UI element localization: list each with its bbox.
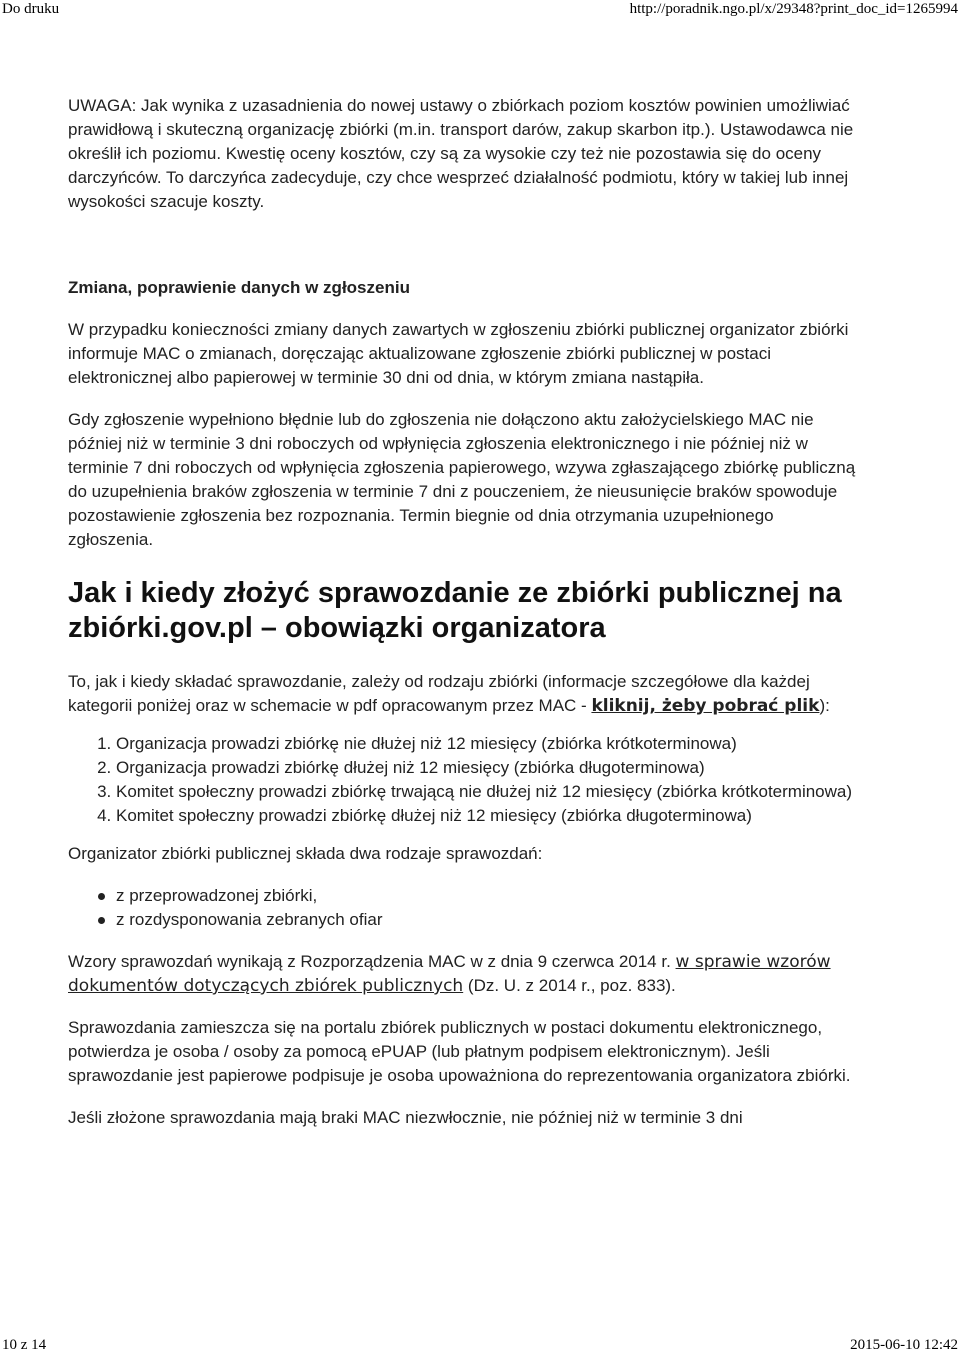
- change-paragraph-2: Gdy zgłoszenie wypełniono błędnie lub do zgłoszenia nie dołączono aktu założycielskiego MAC nie później niż w terminie 3 dni roboczych od wpłynięcia zgłoszenia elektronicznego i nie później niż w terminie 7 dni roboczych od wpłynięcia zgłoszenia papierowego, wzywa zgłaszającego zbiórkę publiczną do uzupełnienia braków zgłoszenia w terminie 7 dni z pouczeniem, że nieusunięcie braków spowoduje pozostawienie zgłoszenia bez rozpoznania. Termin biegnie od dnia otrzymania uzupełnionego zgłoszenia.: [68, 410, 856, 549]
- report-types-list: [68, 884, 858, 932]
- list-item: 2. Organizacja prowadzi zbiórkę dłużej niż 12 miesięcy (zbiórka długoterminowa): [116, 756, 858, 780]
- report-intro-text: To, jak i kiedy składać sprawozdanie, zależy od rodzaju zbiórki (informacje szczegółowe dla każdej kategorii poniżej oraz w schemacie w pdf opracowanym przez MAC -: [68, 672, 810, 715]
- section-heading-report: Jak i kiedy złożyć sprawozdanie ze zbiórki publicznej na zbiórki.gov.pl – obowiązki organizatora: [68, 577, 842, 644]
- list-item: 3. Komitet społeczny prowadzi zbiórkę trwającą nie dłużej niż 12 miesięcy (zbiórka krótkoterminowa): [116, 780, 858, 804]
- report-intro-paragraph: [68, 670, 858, 718]
- print-header: [0, 0, 960, 18]
- report-types-paragraph: Organizator zbiórki publicznej składa dwa rodzaje sprawozdań:: [68, 844, 543, 863]
- section-heading-change: Zmiana, poprawienie danych w zgłoszeniu: [68, 278, 410, 297]
- article-content: [68, 94, 858, 1130]
- page-counter: 10 z 14: [2, 1337, 47, 1353]
- list-item: 4. Komitet społeczny prowadzi zbiórkę dłużej niż 12 miesięcy (zbiórka długoterminowa): [116, 804, 858, 828]
- list-item-text: z przeprowadzonej zbiórki,: [116, 886, 318, 905]
- bullet-icon: [98, 893, 105, 900]
- print-header-url: http://poradnik.ngo.pl/x/29348?print_doc_id=1265994: [629, 1, 958, 17]
- change-paragraph-1: W przypadku konieczności zmiany danych zawartych w zgłoszeniu zbiórki publicznej organizator zbiórki informuje MAC o zmianach, doręczając aktualizowane zgłoszenie zbiórki publicznej w postaci elektronicznej albo papierowej w terminie 30 dni od dnia, w którym zmiana nastąpiła.: [68, 320, 849, 387]
- portal-paragraph: Sprawozdania zamieszcza się na portalu zbiórek publicznych w postaci dokumentu elektronicznego, potwierdza je osoba / osoby za pomocą ePUAP (lub płatnym podpisem elektronicznym). Jeśli sprawozdanie jest papierowe podpisuje je osoba upoważniona do reprezentowania organizatora zbiórki.: [68, 1018, 851, 1085]
- regulation-link[interactable]: w sprawie wzorów dokumentów dotyczących zbiórek publicznych: [68, 952, 831, 996]
- list-item: 1. Organizacja prowadzi zbiórkę nie dłużej niż 12 miesięcy (zbiórka krótkoterminowa): [116, 732, 858, 756]
- templates-text-end: (Dz. U. z 2014 r., poz. 833).: [463, 976, 676, 995]
- download-file-link[interactable]: kliknij, żeby pobrać plik: [591, 696, 820, 716]
- list-item: [116, 908, 858, 932]
- templates-text: Wzory sprawozdań wynikają z Rozporządzenia MAC w z dnia 9 czerwca 2014 r.: [68, 952, 676, 971]
- list-item-text: z rozdysponowania zebranych ofiar: [116, 910, 383, 929]
- print-timestamp: 2015-06-10 12:42: [850, 1337, 958, 1353]
- report-intro-end: ):: [819, 696, 830, 715]
- print-footer: [0, 1336, 960, 1354]
- warning-paragraph: UWAGA: Jak wynika z uzasadnienia do nowej ustawy o zbiórkach poziom kosztów powinien umożliwiać prawidłową i skuteczną organizację zbiórki (m.in. transport darów, zakup skarbon itp.). Ustawodawca nie określił ich poziomu. Kwestię oceny kosztów, czy są za wysokie czy też nie pozostawia się do oceny darczyńców. To darczyńca zadecyduje, czy chce wesprzeć działalność podmiotu, który w takiej lub innej wysokości szacuje koszty.: [68, 96, 854, 211]
- print-header-left: Do druku: [2, 1, 60, 17]
- templates-paragraph: [68, 950, 858, 998]
- last-paragraph: Jeśli złożone sprawozdania mają braki MAC niezwłocznie, nie później niż w terminie 3 dni: [68, 1108, 743, 1127]
- report-categories-list: [68, 732, 858, 828]
- bullet-icon: [98, 917, 105, 924]
- list-item: [116, 884, 858, 908]
